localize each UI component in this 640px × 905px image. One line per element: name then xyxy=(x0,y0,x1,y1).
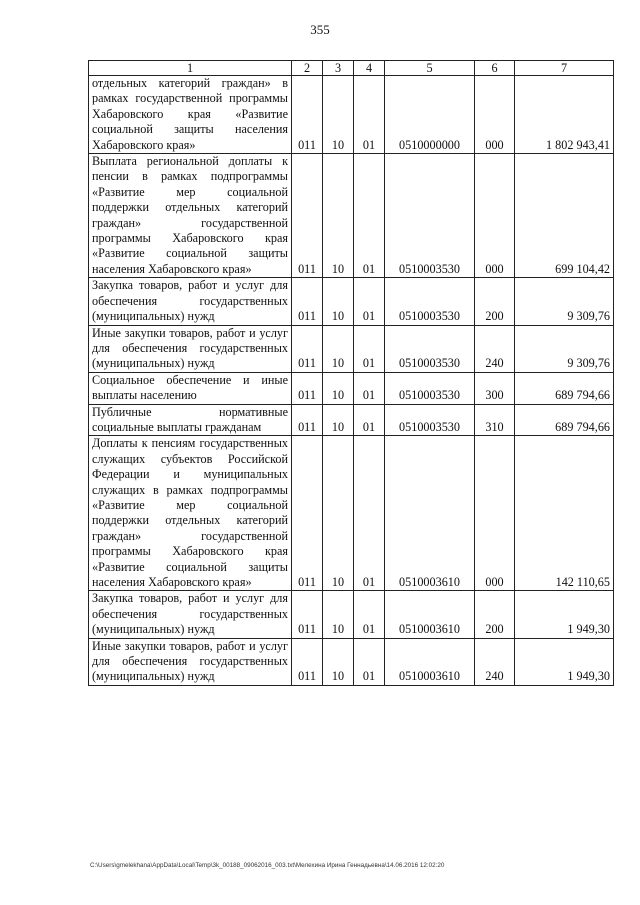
row-name: Иные закупки товаров, работ и услуг для обеспечения государственных (муниципальных) нужд xyxy=(89,325,292,372)
table-row xyxy=(89,325,614,372)
row-name: Иные закупки товаров, работ и услуг для обеспечения государственных (муниципальных) нужд xyxy=(89,638,292,685)
row-name: Закупка товаров, работ и услуг для обеспечения государственных (муниципальных) нужд xyxy=(89,278,292,325)
col-header-1: 1 xyxy=(89,61,292,76)
row-section-code: 10 xyxy=(323,436,354,591)
row-subsection-code: 01 xyxy=(354,76,385,154)
row-amount: 1 949,30 xyxy=(515,638,614,685)
row-ministry-code: 011 xyxy=(292,638,323,685)
row-subsection-code: 01 xyxy=(354,638,385,685)
row-subsection-code: 01 xyxy=(354,278,385,325)
row-target-article: 0510003530 xyxy=(385,325,475,372)
col-header-3: 3 xyxy=(323,61,354,76)
row-name: Публичные нормативные социальные выплаты гражданам xyxy=(89,404,292,436)
row-name: Социальное обеспечение и иные выплаты населению xyxy=(89,372,292,404)
col-header-2: 2 xyxy=(292,61,323,76)
row-section-code: 10 xyxy=(323,278,354,325)
row-ministry-code: 011 xyxy=(292,591,323,638)
row-section-code: 10 xyxy=(323,76,354,154)
row-target-article: 0510003530 xyxy=(385,154,475,278)
row-ministry-code: 011 xyxy=(292,278,323,325)
row-name: Закупка товаров, работ и услуг для обеспечения государственных (муниципальных) нужд xyxy=(89,591,292,638)
row-subsection-code: 01 xyxy=(354,404,385,436)
row-expense-type: 310 xyxy=(475,404,515,436)
row-amount: 699 104,42 xyxy=(515,154,614,278)
table-row xyxy=(89,76,614,154)
row-amount: 1 949,30 xyxy=(515,591,614,638)
row-target-article: 0510003610 xyxy=(385,591,475,638)
row-subsection-code: 01 xyxy=(354,372,385,404)
row-target-article: 0510003530 xyxy=(385,372,475,404)
footer-file-path: C:\Users\gmelekhana\AppData\Local\Temp\3k_00188_09062016_003.txt\Мелехина Ирина Геннадьевна\14.06.2016 12:02:20 xyxy=(90,862,445,869)
row-section-code: 10 xyxy=(323,404,354,436)
col-header-6: 6 xyxy=(475,61,515,76)
row-section-code: 10 xyxy=(323,325,354,372)
row-section-code: 10 xyxy=(323,154,354,278)
row-expense-type: 200 xyxy=(475,591,515,638)
row-subsection-code: 01 xyxy=(354,436,385,591)
row-target-article: 0510003530 xyxy=(385,404,475,436)
row-ministry-code: 011 xyxy=(292,325,323,372)
page-number: 355 xyxy=(310,22,330,37)
row-name: Доплаты к пенсиям государственных служащих субъектов Российской Федерации и муниципальных служащих в рамках подпрограммы «Развитие мер социальной поддержки отдельных категорий граждан» государственной программы Хабаровского края «Развитие социальной защиты населения Хабаровского края» xyxy=(89,436,292,591)
row-amount: 689 794,66 xyxy=(515,372,614,404)
table-row xyxy=(89,404,614,436)
row-section-code: 10 xyxy=(323,638,354,685)
row-expense-type: 240 xyxy=(475,325,515,372)
row-amount: 142 110,65 xyxy=(515,436,614,591)
row-subsection-code: 01 xyxy=(354,325,385,372)
table-row xyxy=(89,278,614,325)
row-target-article: 0510003610 xyxy=(385,436,475,591)
row-target-article: 0510003530 xyxy=(385,278,475,325)
table-row xyxy=(89,436,614,591)
row-expense-type: 240 xyxy=(475,638,515,685)
row-amount: 9 309,76 xyxy=(515,325,614,372)
row-ministry-code: 011 xyxy=(292,436,323,591)
table-row xyxy=(89,591,614,638)
row-amount: 1 802 943,41 xyxy=(515,76,614,154)
row-ministry-code: 011 xyxy=(292,372,323,404)
row-amount: 689 794,66 xyxy=(515,404,614,436)
col-header-7: 7 xyxy=(515,61,614,76)
row-subsection-code: 01 xyxy=(354,154,385,278)
row-ministry-code: 011 xyxy=(292,404,323,436)
row-target-article: 0510000000 xyxy=(385,76,475,154)
row-ministry-code: 011 xyxy=(292,76,323,154)
row-expense-type: 200 xyxy=(475,278,515,325)
row-name: Выплата региональной доплаты к пенсии в рамках подпрограммы «Развитие мер социальной поддержки отдельных категорий граждан» государственной программы Хабаровского края «Развитие социальной защиты населения Хабаровского края» xyxy=(89,154,292,278)
col-header-4: 4 xyxy=(354,61,385,76)
row-expense-type: 000 xyxy=(475,76,515,154)
budget-table xyxy=(88,60,614,686)
row-section-code: 10 xyxy=(323,372,354,404)
row-expense-type: 000 xyxy=(475,436,515,591)
row-target-article: 0510003610 xyxy=(385,638,475,685)
row-amount: 9 309,76 xyxy=(515,278,614,325)
row-name: отдельных категорий граждан» в рамках государственной программы Хабаровского края «Развитие социальной защиты населения Хабаровского края» xyxy=(89,76,292,154)
row-ministry-code: 011 xyxy=(292,154,323,278)
row-section-code: 10 xyxy=(323,591,354,638)
table-row xyxy=(89,638,614,685)
row-subsection-code: 01 xyxy=(354,591,385,638)
header-row xyxy=(89,61,614,76)
row-expense-type: 300 xyxy=(475,372,515,404)
col-header-5: 5 xyxy=(385,61,475,76)
row-expense-type: 000 xyxy=(475,154,515,278)
table-row xyxy=(89,154,614,278)
table-row xyxy=(89,372,614,404)
